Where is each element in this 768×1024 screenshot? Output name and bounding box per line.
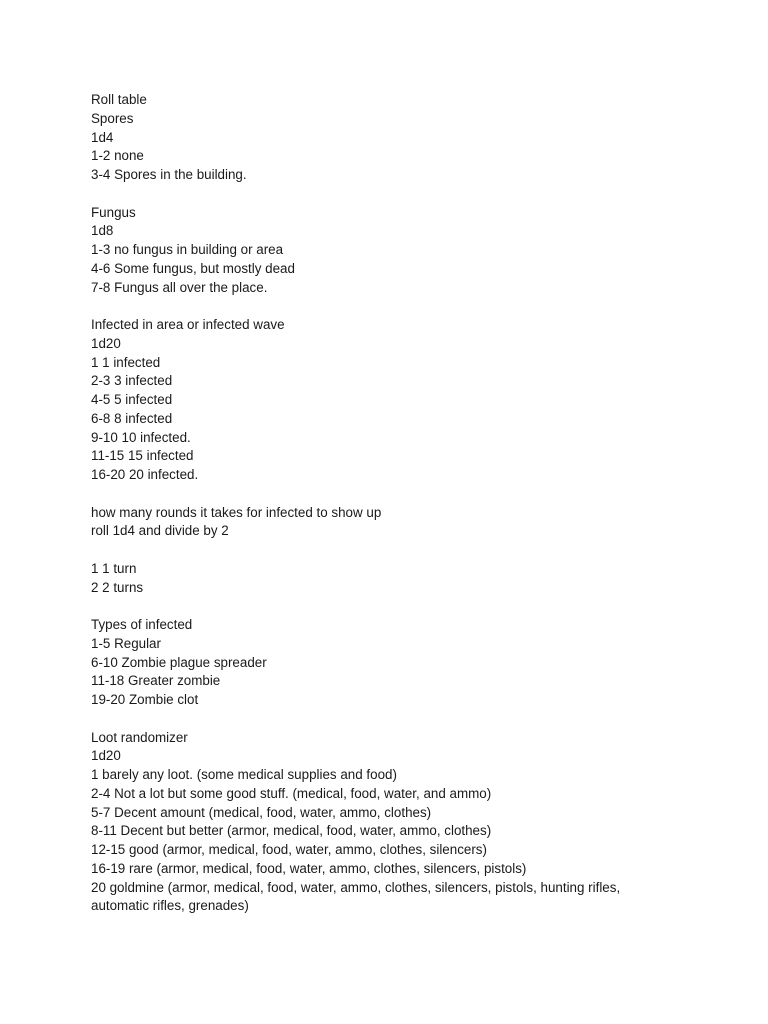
text-line: automatic rifles, grenades) [91, 898, 249, 914]
text-line: Spores [91, 110, 134, 126]
document-body [91, 91, 691, 916]
text-line: 20 goldmine (armor, medical, food, water, ammo, clothes, silencers, pistols, hunting rifles, [91, 879, 621, 895]
text-line: 2-4 Not a lot but some good stuff. (medical, food, water, and ammo) [91, 785, 492, 801]
text-line: 12-15 good (armor, medical, food, water, ammo, clothes, silencers) [91, 842, 487, 857]
text-line: 1-3 no fungus in building or area [91, 242, 284, 257]
text-line: 16-19 rare (armor, medical, food, water, ammo, clothes, silencers, pistols) [91, 860, 527, 876]
blank-line [91, 710, 691, 729]
text-line: 9-10 10 infected. [91, 429, 191, 445]
text-line: 2 2 turns [91, 579, 144, 595]
text-line: 6-10 Zombie plague spreader [91, 654, 267, 670]
text-line: Roll table [91, 92, 147, 107]
text-line: 1-5 Regular [91, 635, 161, 651]
text-line: 4-5 5 infected [91, 392, 173, 407]
text-line: 3-4 Spores in the building. [91, 167, 247, 182]
text-line: Loot randomizer [91, 729, 188, 745]
blank-line [91, 541, 691, 560]
text-line: roll 1d4 and divide by 2 [91, 523, 229, 539]
text-line: 1 1 turn [91, 560, 137, 576]
blank-line [91, 485, 691, 504]
text-line: 1d20 [91, 335, 121, 351]
text-line: 7-8 Fungus all over the place. [91, 279, 268, 295]
text-line: 1d20 [91, 748, 121, 764]
blank-line [91, 297, 691, 316]
text-line: 5-7 Decent amount (medical, food, water, ammo, clothes) [91, 804, 432, 820]
blank-line [91, 185, 691, 204]
text-line: 19-20 Zombie clot [91, 692, 199, 707]
text-line: 16-20 20 infected. [91, 467, 199, 482]
text-line: Infected in area or infected wave [91, 317, 285, 332]
text-line: 4-6 Some fungus, but mostly dead [91, 260, 295, 276]
text-line: Fungus [91, 204, 136, 220]
text-line: how many rounds it takes for infected to show up [91, 504, 382, 520]
text-line: Types of infected [91, 617, 193, 632]
blank-line [91, 597, 691, 616]
text-line: 1d8 [91, 223, 114, 239]
text-line: 1d4 [91, 129, 114, 145]
text-line: 11-15 15 infected [91, 448, 194, 464]
text-line: 6-8 8 infected [91, 410, 173, 426]
text-line: 1 barely any loot. (some medical supplies and food) [91, 767, 397, 782]
text-line: 1-2 none [91, 148, 144, 164]
text-line: 11-18 Greater zombie [91, 673, 221, 689]
text-line: 8-11 Decent but better (armor, medical, food, water, ammo, clothes) [91, 823, 492, 839]
text-line: 2-3 3 infected [91, 373, 173, 389]
text-line: 1 1 infected [91, 354, 161, 370]
